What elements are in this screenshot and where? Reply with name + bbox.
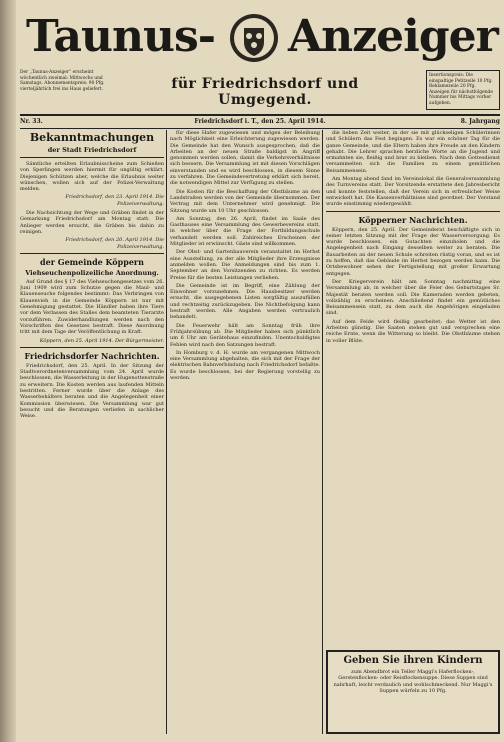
title-left: Taunus-: [26, 11, 216, 62]
article-paragraph: In Homburg v. d. H. wurde am vergangenen Mittwoch eine Versammlung abgehalten, die sich mit der Frage der elektrischen Bahnverbindung nach Friedrichsdorf befaßte. Es wurde beschlossen, bei der Regierung vorstellig zu werden.: [170, 349, 320, 381]
advertisement-box: [326, 650, 500, 734]
signature-line: Friedrichsdorf, den 20. April 1914. Die Polizeiverwaltung.: [65, 237, 164, 250]
section-subheading: Viehseuchenpolizeiliche Anordnung.: [25, 268, 159, 277]
dateline: [20, 114, 500, 129]
divider: [326, 211, 500, 212]
issue-date: Friedrichsdorf i. T., den 25. April 1914.: [194, 118, 326, 125]
article-paragraph: Die Gemeinde ist im Begriff, eine Zählung der Einwohner vorzunehmen. Die Hausbesitzer werden ersucht, die ausgegebenen Listen sorgfältig auszufüllen und rechtzeitig zurückzugeben. Die Nichtbefolgung kann bestraft werden. Alle Angaben werden vertraulich behandelt.: [170, 282, 320, 321]
article-paragraph: Sämtliche erteilten Erlaubnisscheine zum Schießen von Sperlingen werden hiermit für ungültig erklärt. Diejenigen Schützen aber, welche die Erlaubnis weiter wünschen, wollen sich auf der Polizei-Verwaltung melden.: [20, 161, 164, 193]
page-binding-edge: [0, 0, 16, 742]
masthead-subtitle: für Friedrichsdorf und Umgegend.: [171, 76, 359, 108]
city-crest-emblem: [228, 12, 280, 64]
article-paragraph: Die Nachsichtung der Wege und Gräben findet in der Gemarkung Friedrichsdorf am Montag statt. Die Anlieger werden ersucht, die Gräben bis dahin zu reinigen.: [20, 210, 164, 235]
divider: [20, 347, 164, 348]
section-heading: Friedrichsdorfer Nachrichten.: [24, 350, 160, 361]
advertising-rates-box: Insertionspreis: Die einspaltige Petitzeile 10 Pfg. Reklamezeile 20 Pfg. Anzeigen für nächstfolgende Nummer bis Mittags vorher aufgeben.: [426, 70, 500, 110]
title-right: Anzeiger: [288, 11, 498, 62]
column-2: [170, 130, 320, 734]
column-rule: [166, 130, 167, 734]
article-paragraph: Friedrichsdorf, den 25. April. In der Sitzung der Stadtverordnetenversammlung vom 24. April wurde beschlossen, die Wasserleitung in der Hugenottenstraße zu erweitern. Die Kosten werden aus laufenden Mitteln bestritten. Ferner wurde über die Anlage des Wasserbehälters beraten und die Angelegenheit einer Kommission überwiesen. Die Versammlung war gut besucht und die Beratungen verliefen in sachlicher Weise.: [20, 362, 164, 420]
issue-number: Nr. 33.: [20, 118, 43, 125]
announcements-subheading: der Stadt Friedrichsdorf: [47, 146, 137, 154]
article-paragraph: Die Kosten für die Beschaffung der Obstbäume an den Landstraßen werden von der Gemeinde übernommen. Der Vertrag mit dem Unternehmer wird genehmigt. Die Sitzung wurde um 10 Uhr geschlossen.: [170, 188, 320, 214]
section-heading: Köpperner Nachrichten.: [358, 214, 468, 225]
article-paragraph: Köppern, den 25. April. Der Gemeinderat beschäftigte sich in seiner letzten Sitzung mit der Frage der Wasserversorgung. Es wurde beschlossen, ein Gutachten einzuholen und die Angelegenheit nach Eingang desselben weiter zu beraten. Die Bauarbeiten an der neuen Schule schreiten rüstig voran, und es ist zu hoffen, daß das Gebäude im Herbst bezogen werden kann. Die Ortsbewohner sehen der Fertigstellung mit großer Erwartung entgegen.: [326, 226, 500, 277]
article-paragraph: Der Obst- und Gartenbauverein veranstaltet im Herbst eine Ausstellung, zu der alle Mitglieder ihre Erzeugnisse anmelden wollen. Die Anmeldungen sind bis zum 1. September an den Vorsitzenden zu richten. Es werden Preise für die besten Leistungen verliehen.: [170, 249, 320, 281]
article-paragraph: Auf dem Felde wird fleißig gearbeitet; das Wetter ist den Arbeiten günstig. Die Saaten stehen gut und versprechen eine reiche Ernte, wenn die Witterung so bleibt. Die Obstbäume stehen in voller Blüte.: [326, 318, 500, 344]
subscription-info: Der „Taunus-Anzeiger“ erscheint wöchentlich zweimal: Mittwochs und Samstags. Abonnementspreis: 90 Pfg. vierteljährlich frei ins Haus geliefert.: [20, 70, 105, 92]
announcements-heading: Bekanntmachungen: [29, 131, 155, 144]
divider: [20, 253, 164, 254]
column-3: [326, 130, 500, 734]
masthead: [20, 6, 500, 110]
ad-text: zum Abendbrot ein Teller Maggi's Haferflocken-, Gerstenflocken- oder Reisflockensuppe. Diese Suppen sind nahrhaft, leicht verdaulich und wohlschmeckend. Nur Maggi's Suppen würfeln zu 10 Pfg.: [333, 669, 493, 695]
article-paragraph: die lieben Zeit weiter, in der sie mit glückseligen Schülerinnen und Schülern das Fest begingen. Es war ein schöner Tag für die ganze Gemeinde, und die Eltern haben ihre Freude an den Kindern gehabt. Die Lehrer sprachen herzliche Worte an die Jugend und ermahnten sie, fleißig und brav zu bleiben. Nach dem Gottesdienst versammelten sich die Familien zu einem gemütlichen Beisammensein.: [326, 130, 500, 174]
article-paragraph: für diese Hafer zugewiesen und mögen der Beleihung nach Möglichkeit eine Erleichterung zugewiesen werden. Die Gemeinde hat den Wunsch ausgesprochen, daß die Arbeiten an der neuen Straße baldigst in Angriff genommen werden sollen, damit die Verkehrsverhältnisse sich bessern. Die Versammlung ist mit diesen Vorschlägen einverstanden und es wird beschlossen, in diesem Sinne zu verfahren. Die Gemeindevertretung erklärt sich bereit, die notwendigen Mittel zur Verfügung zu stellen.: [170, 130, 320, 187]
signature-line: Friedrichsdorf, den 23. April 1914. Die Polizeiverwaltung.: [65, 194, 164, 207]
article-paragraph: Der Kriegerverein hält am Sonntag nachmittag eine Versammlung ab, in welcher über die Feier des Geburtstages Sr. Majestät beraten werden soll. Die Kameraden werden gebeten, vollzählig zu erscheinen. Anschließend findet ein gemütliches Beisammensein statt, zu dem auch die Angehörigen eingeladen sind.: [326, 278, 500, 317]
section-heading: der Gemeinde Köppern: [40, 256, 144, 267]
volume-year: 8. Jahrgang: [460, 118, 500, 125]
article-paragraph: Auf Grund des § 17 des Viehseuchengesetzes vom 26. Juni 1909 wird zum Schutze gegen die Maul- und Klauenseuche folgendes bestimmt: Das Verbringen von Klauenvieh in die Gemeinde Köppern ist nur mit Genehmigung gestattet. Die Händler haben ihre Tiere vor dem Verlassen des Stalles dem beamteten Tierarzte vorzuführen. Zuwiderhandlungen werden nach den Vorschriften des Gesetzes bestraft. Diese Anordnung tritt mit dem Tage der Veröffentlichung in Kraft.: [20, 278, 164, 336]
article-paragraph: Die Feuerwehr hält am Sonntag früh ihre Frühjahrsübung ab. Die Mitglieder haben sich pünktlich um 6 Uhr am Gerätehaus einzufinden. Unentschuldigtes Fehlen wird nach den Satzungen bestraft.: [170, 322, 320, 348]
divider: [20, 157, 164, 158]
column-1: [20, 130, 164, 734]
column-rule: [322, 130, 323, 734]
article-paragraph: Am Sonntag, den 26. April, findet im Saale des Gasthauses eine Versammlung des Gewerbevereins statt, in welcher über die Frage der Fortbildungsschule verhandelt werden soll. Zahlreiches Erscheinen der Mitglieder ist erwünscht. Gäste sind willkommen.: [170, 215, 320, 248]
ad-heading: Geben Sie ihren Kindern: [343, 655, 483, 666]
signature-line: Köppern, den 25. April 1914. Der Bürgermeister.: [39, 337, 164, 344]
article-paragraph: Am Montag abend fand im Vereinslokal die Generalversammlung des Turnvereins statt. Der Vorsitzende erstattete den Jahresbericht und konnte feststellen, daß der Verein sich in erfreulicher Weise entwickelt hat. Die Kassenverhältnisse sind geordnet. Der Vorstand wurde einstimmig wiedergewählt.: [326, 176, 500, 208]
